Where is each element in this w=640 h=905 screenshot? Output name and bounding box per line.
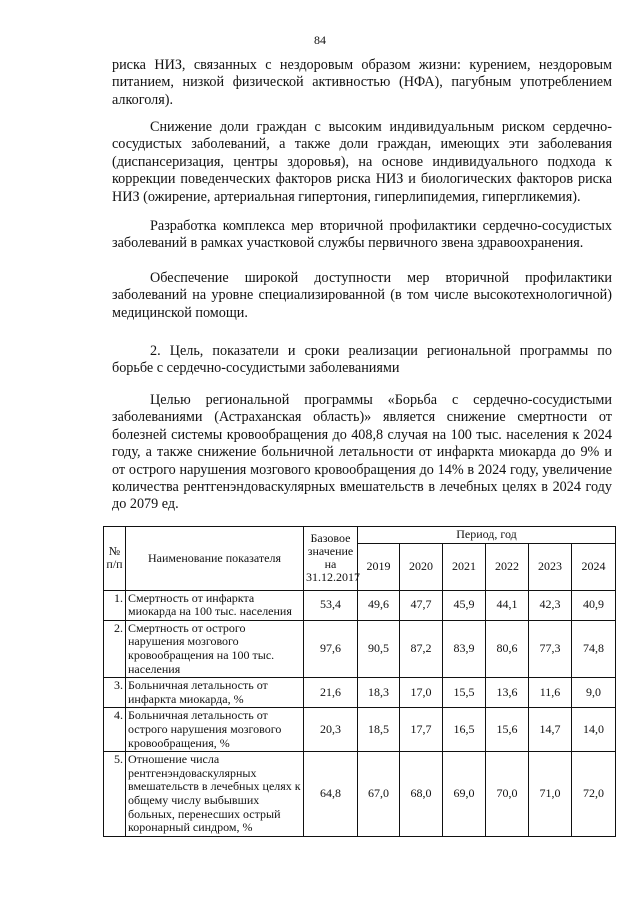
year-value: 14,0 <box>572 708 616 752</box>
year-value: 69,0 <box>443 752 486 837</box>
indicators-table <box>103 526 616 837</box>
year-value: 67,0 <box>358 752 400 837</box>
base-value: 20,3 <box>304 708 358 752</box>
table-row <box>104 708 616 752</box>
year-value: 80,6 <box>486 620 529 677</box>
paragraph-secondary-prevention <box>112 218 612 253</box>
year-value: 70,0 <box>486 752 529 837</box>
paragraph-text: риска НИЗ, связанных с нездоровым образом жизни: курением, нездоровым питанием, низкой физической активностью (НФА), пагубным употреблением алкоголя). <box>112 57 612 108</box>
paragraph-text: Обеспечение широкой доступности мер вторичной профилактики заболеваний на уровне специализированной (в том числе высокотехнологичной) медицинской помощи. <box>112 270 612 321</box>
row-number: 4. <box>104 708 126 752</box>
header-year: 2020 <box>400 543 443 590</box>
header-year: 2021 <box>443 543 486 590</box>
paragraph-program-goal <box>112 392 612 514</box>
indicator-name: Отношение числа рентгенэндоваскулярных вмешательств в лечебных целях к общему числу выбывших больных, перенесших острый коронарный синдром, % <box>126 752 304 837</box>
year-value: 72,0 <box>572 752 616 837</box>
year-value: 44,1 <box>486 590 529 620</box>
header-name: Наименование показателя <box>126 527 304 591</box>
year-value: 18,5 <box>358 708 400 752</box>
row-number: 5. <box>104 752 126 837</box>
base-value: 97,6 <box>304 620 358 677</box>
paragraph-text: Целью региональной программы «Борьба с сердечно-сосудистыми заболеваниями (Астраханская область)» является снижение смертности от болезней системы кровообращения до 408,8 случая на 100 тыс. населения к 2024 году, а также снижение больничной летальности от инфаркта миокарда до 9% и от острого нарушения мозгового кровообращения до 14% в 2024 году, увеличение количества рентгенэндоваскулярных вмешательств в лечебных целях в 2024 году до 2079 ед. <box>112 392 612 513</box>
year-value: 17,0 <box>400 678 443 708</box>
paragraph-risk-factors <box>112 57 612 109</box>
year-value: 42,3 <box>529 590 572 620</box>
year-value: 18,3 <box>358 678 400 708</box>
table-row <box>104 752 616 837</box>
base-value: 64,8 <box>304 752 358 837</box>
year-value: 49,6 <box>358 590 400 620</box>
section-heading-text: 2. Цель, показатели и сроки реализации региональной программы по борьбе с сердечно-сосудистыми заболеваниями <box>112 343 612 377</box>
indicator-name: Смертность от острого нарушения мозгового кровообращения на 100 тыс. населения <box>126 620 304 677</box>
base-value: 53,4 <box>304 590 358 620</box>
base-value: 21,6 <box>304 678 358 708</box>
header-num: № п/п <box>104 527 126 591</box>
year-value: 47,7 <box>400 590 443 620</box>
table-row <box>104 590 616 620</box>
year-value: 16,5 <box>443 708 486 752</box>
header-base: Базовое значение на 31.12.2017 <box>304 527 358 591</box>
year-value: 15,6 <box>486 708 529 752</box>
year-value: 45,9 <box>443 590 486 620</box>
year-value: 83,9 <box>443 620 486 677</box>
paragraph-text: Снижение доли граждан с высоким индивидуальным риском сердечно-сосудистых заболеваний, а также доли граждан, имеющих эти заболевания (диспансеризация, центры здоровья), на основе индивидуального подхода к коррекции поведенческих факторов риска НИЗ и биологических факторов риска НИЗ (ожирение, артериальная гипертония, гиперлипидемия, гипергликемия). <box>112 119 612 205</box>
section-heading <box>112 343 612 378</box>
paragraph-risk-reduction <box>112 119 612 206</box>
indicator-name: Больничная летальность от инфаркта миокарда, % <box>126 678 304 708</box>
header-year: 2023 <box>529 543 572 590</box>
year-value: 87,2 <box>400 620 443 677</box>
year-value: 13,6 <box>486 678 529 708</box>
indicator-name: Смертность от инфаркта миокарда на 100 тыс. населения <box>126 590 304 620</box>
paragraph-text: Разработка комплекса мер вторичной профилактики сердечно-сосудистых заболеваний в рамках участковой службы первичного звена здравоохранения. <box>112 218 612 252</box>
paragraph-accessibility <box>112 270 612 322</box>
header-year: 2024 <box>572 543 616 590</box>
header-year: 2019 <box>358 543 400 590</box>
year-value: 77,3 <box>529 620 572 677</box>
year-value: 17,7 <box>400 708 443 752</box>
year-value: 11,6 <box>529 678 572 708</box>
row-number: 1. <box>104 590 126 620</box>
year-value: 14,7 <box>529 708 572 752</box>
year-value: 71,0 <box>529 752 572 837</box>
year-value: 40,9 <box>572 590 616 620</box>
row-number: 2. <box>104 620 126 677</box>
page-number: 84 <box>314 33 326 47</box>
year-value: 74,8 <box>572 620 616 677</box>
header-period: Период, год <box>358 527 616 544</box>
year-value: 68,0 <box>400 752 443 837</box>
table-row <box>104 678 616 708</box>
header-year: 2022 <box>486 543 529 590</box>
year-value: 15,5 <box>443 678 486 708</box>
row-number: 3. <box>104 678 126 708</box>
year-value: 9,0 <box>572 678 616 708</box>
year-value: 90,5 <box>358 620 400 677</box>
indicator-name: Больничная летальность от острого нарушения мозгового кровообращения, % <box>126 708 304 752</box>
table-row <box>104 620 616 677</box>
